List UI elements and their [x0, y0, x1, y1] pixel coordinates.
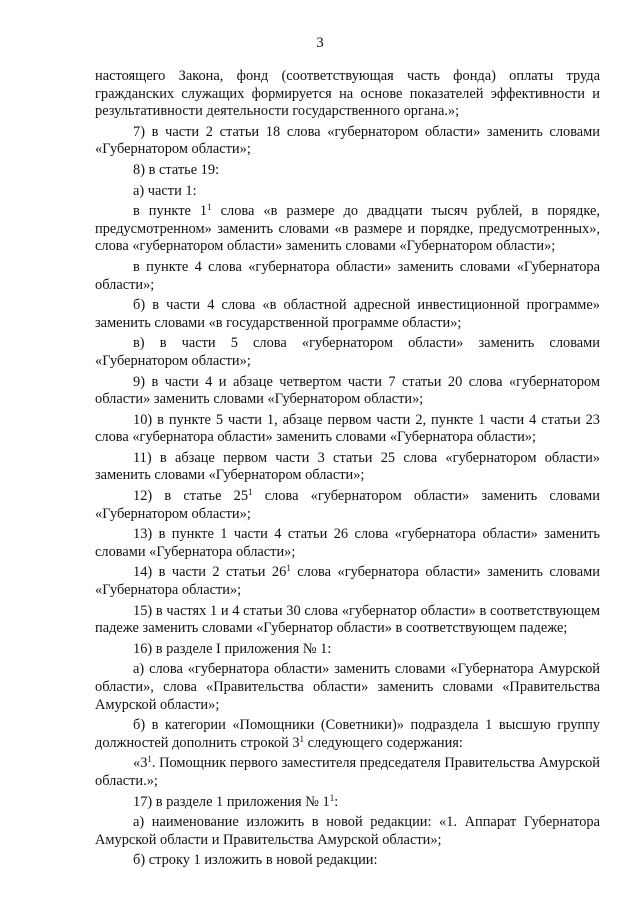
paragraph-item-11: 11) в абзаце первом части 3 статьи 25 слова «губернатором области» заменить словами «Губернатором области»; [95, 449, 600, 484]
paragraph-item-8: 8) в статье 19: [133, 161, 220, 178]
paragraph-item-17a: а) наименование изложить в новой редакции: «1. Аппарат Губернатора Амурской области и Правительства Амурской области»; [95, 814, 600, 848]
paragraph-closing-quote: настоящего Закона, фонд (соответствующая часть фонда) оплаты труда гражданских служащих формируется на основе показателей эффективности и результативности деятельности государственного органа.»; [95, 68, 600, 120]
superscript-index: 1 [207, 202, 212, 213]
paragraph-item-8a: а) части 1: [133, 182, 197, 199]
paragraph-item-12: 12) в статье $25^1$ слова «губернатором области» заменить словами «Губернатором области»; [95, 487, 600, 522]
paragraph-item-8a-point-4: в пункте 4 слова «губернатора области» заменить словами «Губернатора области»; [95, 258, 600, 293]
paragraph-item-17b: б) строку 1 изложить в новой редакции: [133, 852, 378, 869]
superscript-index: 1 [147, 754, 152, 765]
paragraph-item-16a: а) слова «губернатора области» заменить словами «Губернатора Амурской области», слова «Правительства области» заменить словами «Правительства Амурской области»; [95, 661, 600, 713]
page-number: 3 [316, 35, 324, 51]
paragraph-item-16: 16) в разделе I приложения № 1: [133, 640, 332, 657]
paragraph-item-16b-row-3-1: «$3^1$. Помощник первого заместителя председателя Правительства Амурской области.»; [95, 754, 600, 789]
paragraph-item-7: 7) в части 2 статьи 18 слова «губернатором области» заменить словами «Губернатором области»; [95, 123, 600, 158]
paragraph-item-14: 14) в части 2 статьи $26^1$ слова «губернатора области» заменить словами «Губернатора области»; [95, 563, 600, 599]
paragraph-item-10: 10) в пункте 5 части 1, абзаце первом части 2, пункте 1 части 4 статьи 23 слова «губернатора области» заменить словами «Губернатора области»; [95, 411, 600, 446]
superscript-index: 1 [299, 733, 305, 744]
superscript-index: 1 [248, 487, 253, 498]
document-body [95, 68, 600, 870]
paragraph-item-16b: б) в категории «Помощники (Советники)» подраздела 1 высшую группу должностей дополнить строкой $3^1$ следующего содержания: [95, 717, 600, 751]
paragraph-item-15: 15) в частях 1 и 4 статьи 30 слова «губернатор области» в соответствующем падеже заменить словами «Губернатор области» в соответствующем падеже; [95, 602, 600, 637]
superscript-index: 1 [286, 563, 291, 574]
paragraph-item-17: 17) в разделе 1 приложения № $1^1$: [133, 792, 339, 810]
paragraph-item-8b: б) в части 4 слова «в областной адресной инвестиционной программе» заменить словами «в государственной программе области»; [95, 297, 600, 331]
superscript-index: 1 [329, 792, 335, 803]
paragraph-item-9: 9) в части 4 и абзаце четвертом части 7 статьи 20 слова «губернатором области» заменить словами «Губернатором области»; [95, 373, 600, 408]
paragraph-item-8a-point-1-1: в пункте $1^1$ слова «в размере до двадцати тысяч рублей, в порядке, предусмотренном» заменить словами «в размере и порядке, предусмотренных», слова «губернатором области» заменить словами «Губернатором области»; [95, 202, 600, 255]
paragraph-item-8v: в) в части 5 слова «губернатором области» заменить словами «Губернатором области»; [95, 335, 600, 369]
paragraph-item-13: 13) в пункте 1 части 4 статьи 26 слова «губернатора области» заменить словами «Губернатора области»; [95, 526, 600, 560]
